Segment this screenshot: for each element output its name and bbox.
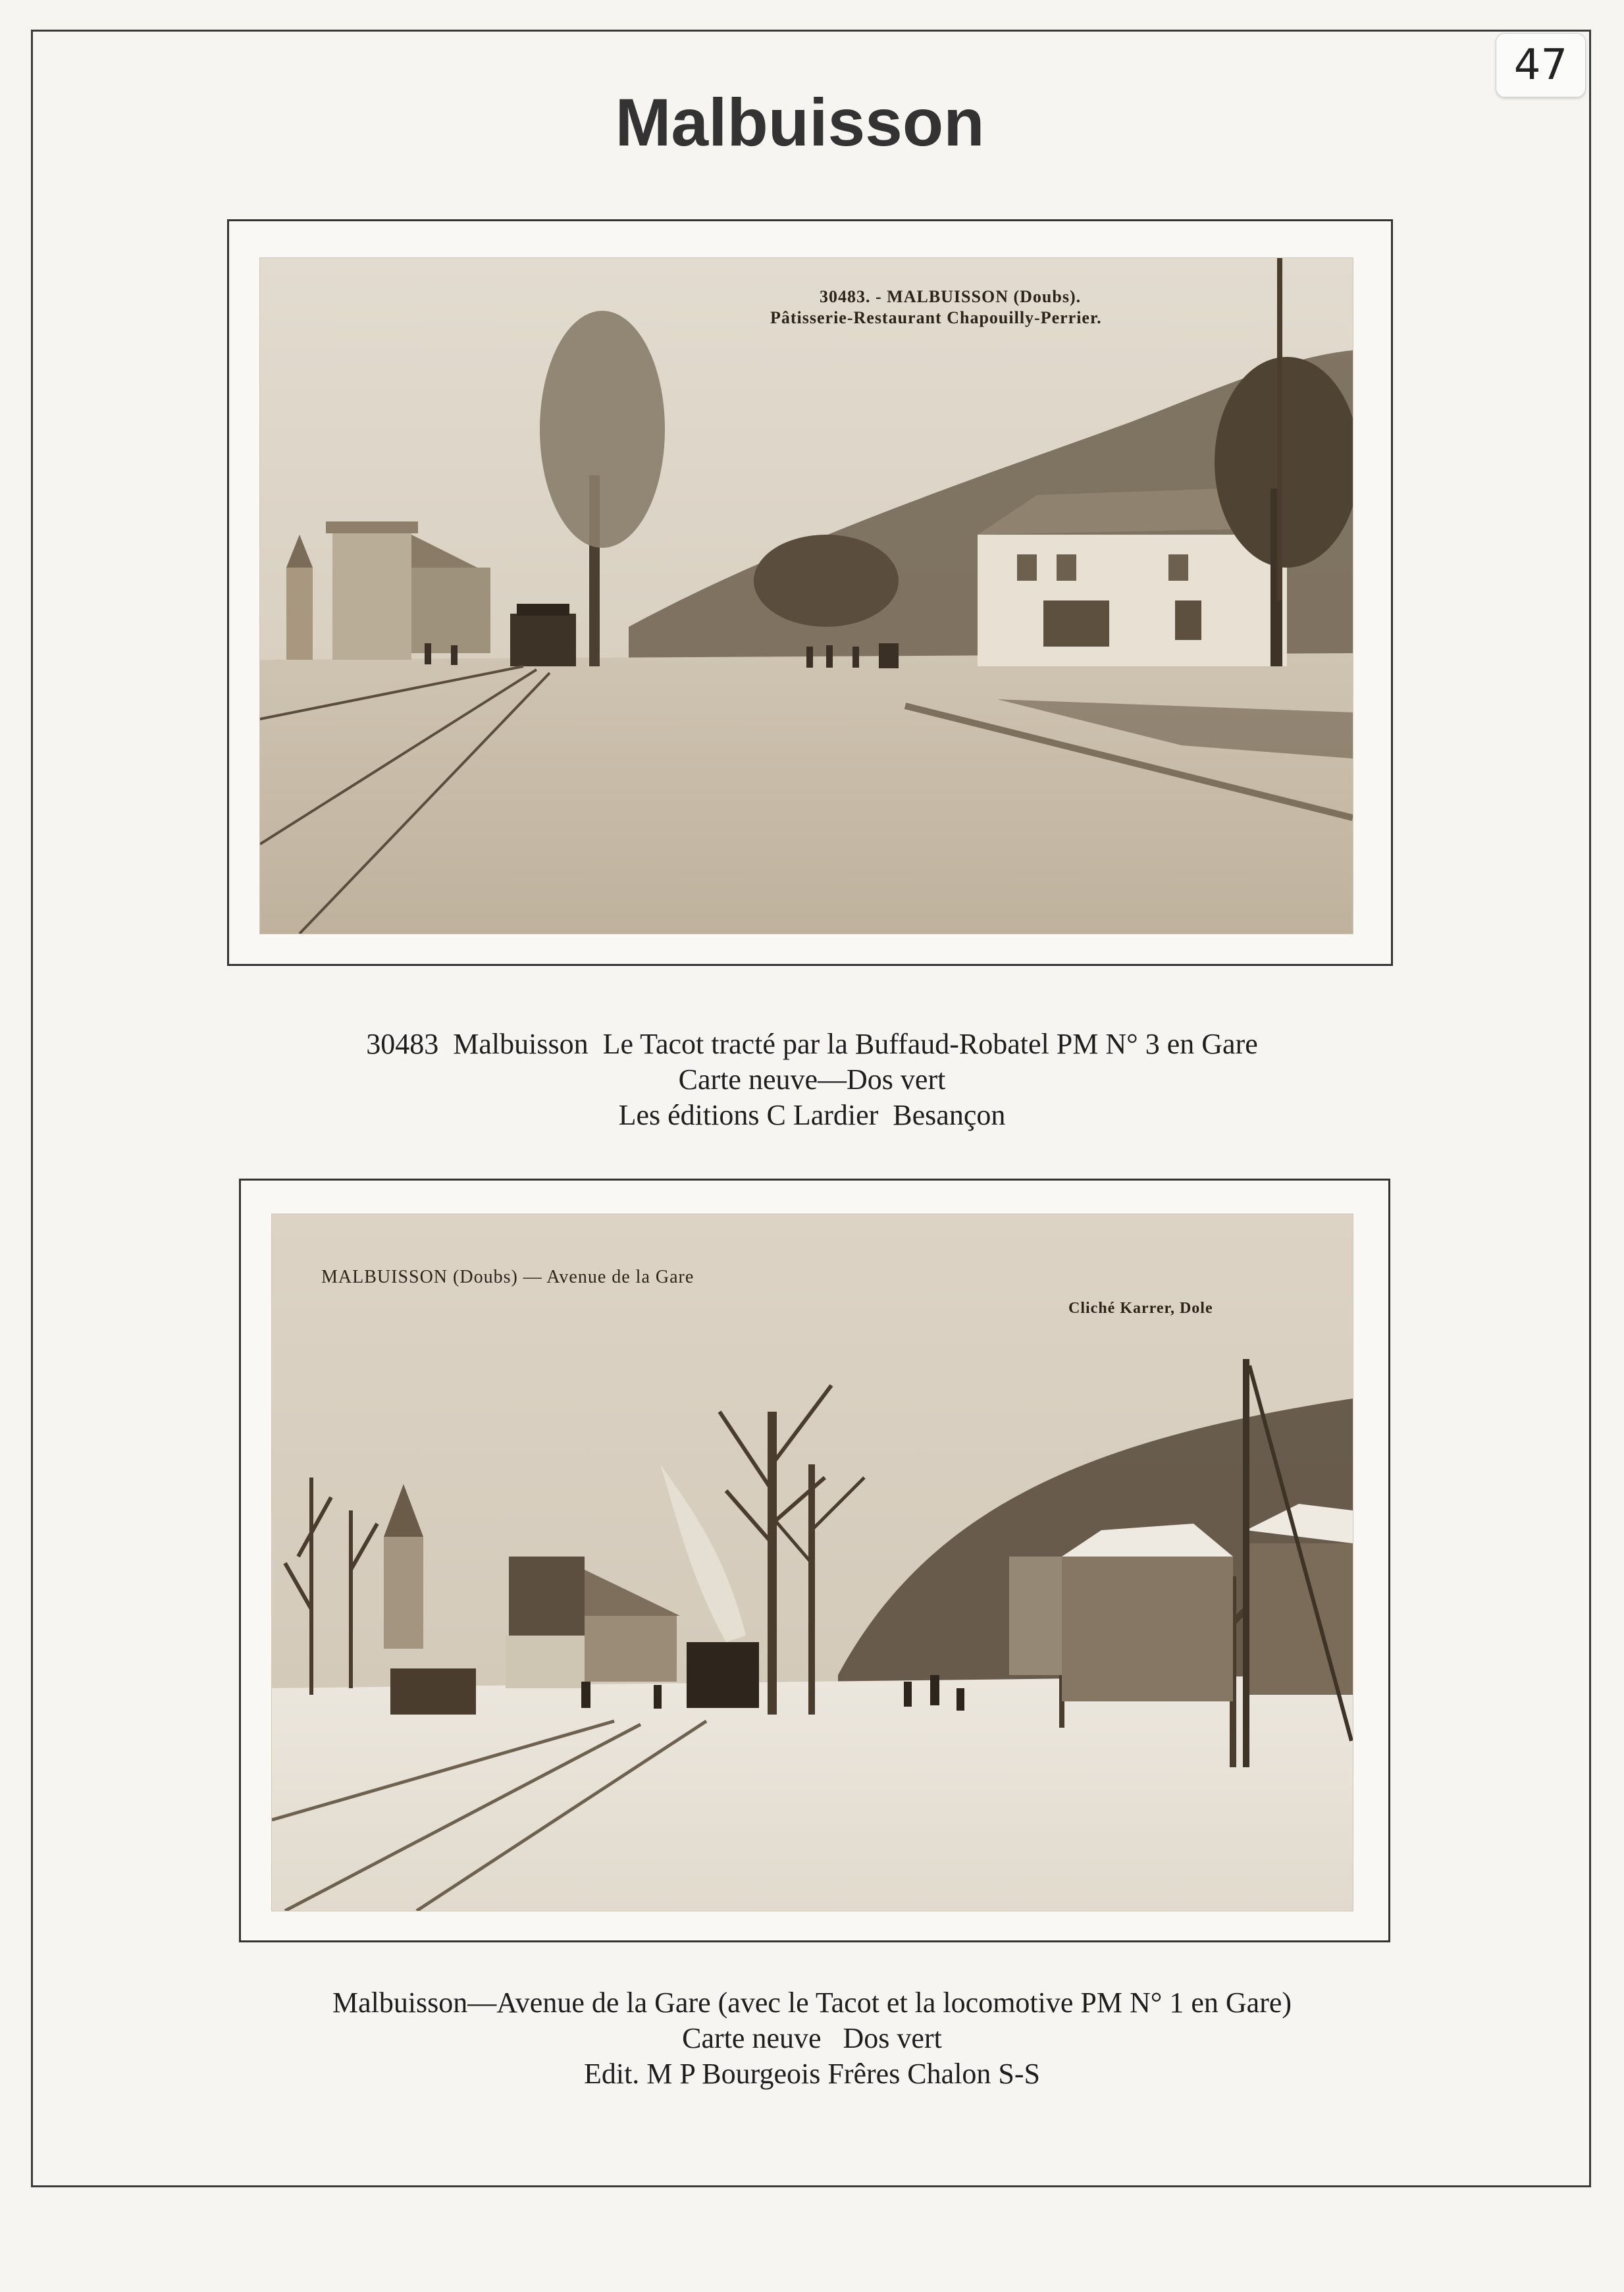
buildings-right (1062, 1557, 1233, 1701)
church-tower (286, 568, 313, 660)
postcard-bottom-caption (0, 1985, 1624, 2092)
postcard-top-caption-line2: Carte neuve—Dos vert (678, 1063, 946, 1096)
church-tower (384, 1537, 423, 1649)
page-number-label: 47 (1496, 33, 1586, 97)
postcard-top-caption-line1: 30483 Malbuisson Le Tacot tracté par la Buffaud-Robatel PM N° 3 en Gare (366, 1028, 1258, 1060)
postcard-top-caption (0, 1026, 1624, 1133)
postcard-bottom-caption-line2: Carte neuve Dos vert (682, 2022, 942, 2054)
postcard-bottom-caption-line1: Malbuisson—Avenue de la Gare (avec le Tacot et la locomotive PM N° 1 en Gare) (332, 1986, 1292, 2019)
postcard-bottom-print-credit: Cliché Karrer, Dole (1068, 1300, 1213, 1317)
road (260, 653, 1353, 934)
locomotive (687, 1642, 759, 1708)
postcard-bottom-print-title: MALBUISSON (Doubs) — Avenue de la Gare (321, 1267, 694, 1287)
tree-right (1215, 357, 1353, 568)
postcard-top-print-line2: Pâtisserie-Restaurant Chapouilly-Perrier. (770, 308, 1102, 327)
tree-left (540, 311, 665, 548)
postcard-bottom-caption-line3: Edit. M P Bourgeois Frêres Chalon S-S (583, 2058, 1041, 2090)
tree-row (754, 535, 899, 627)
postcard-top-image (260, 258, 1353, 934)
postcard-top-print-line1: 30483. - MALBUISSON (Doubs). (820, 287, 1082, 306)
locomotive (510, 614, 576, 666)
postcard-bottom-image (272, 1214, 1353, 1911)
page-title: Malbuisson (615, 85, 985, 160)
wagon (390, 1668, 476, 1715)
postcard-photo-top[interactable] (260, 258, 1353, 934)
postcard-photo-bottom[interactable] (272, 1214, 1353, 1911)
postcard-top-caption-line3: Les éditions C Lardier Besançon (618, 1099, 1006, 1131)
water-tower (332, 521, 411, 660)
